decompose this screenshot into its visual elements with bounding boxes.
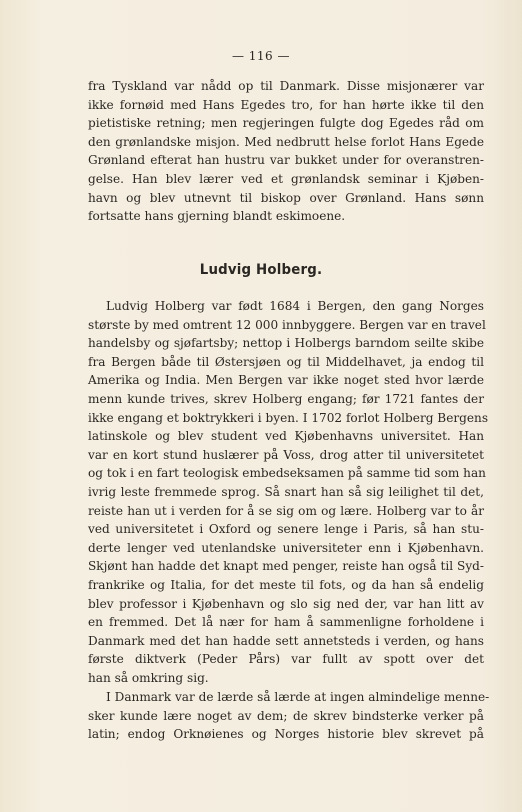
- text-line: derte lenger ved utenlandske universiteter enn i Kjøbenhavn.: [88, 540, 484, 555]
- text-line: blev professor i Kjøbenhavn og slo sig ned der, var han litt av: [88, 596, 484, 611]
- text-line: var en kort stund huslærer på Voss, drog atter til universitetet: [88, 447, 484, 462]
- text-line: Amerika og India. Men Bergen var ikke noget sted hvor lærde: [88, 373, 484, 388]
- text-line: ivrig leste fremmede sprog. Så snart han så sig leilighet til det,: [88, 484, 484, 499]
- text-line: Grønland efterat han hustru var bukket under for overanstren-: [88, 153, 484, 168]
- text-line: reiste han ut i verden for å se sig om og lære. Holberg var to år: [88, 503, 484, 518]
- text-line: frankrike og Italia, for det meste til fots, og da han så endelig: [88, 577, 484, 592]
- section-heading: Ludvig Holberg.: [199, 262, 323, 278]
- paragraph-lerde: [88, 688, 490, 744]
- text-line: den grønlandske misjon. Med nedbrutt helse forlot Hans Egede: [88, 134, 484, 149]
- text-line: fra Tyskland var nådd op til Danmark. Disse misjonærer var: [88, 79, 484, 93]
- text-line: pietistiske retning; men regjeringen fulgte dog Egedes råd om: [88, 116, 484, 131]
- text-line: menn kunde trives, skrev Holberg engang; før 1721 fantes der: [88, 391, 484, 406]
- text-line: Danmark med det han hadde sett annetsteds i verden, og hans: [88, 633, 484, 648]
- text-line: fra Bergen både til Østersjøen og til Middelhavet, ja endog til: [88, 354, 484, 369]
- text-line: ikke engang et boktrykkeri i byen. I 1702 forlot Holberg Bergens: [88, 410, 489, 425]
- text-line: største by med omtrent 12 000 innbyggere. Bergen var en travel: [88, 317, 486, 332]
- paragraph-hans-egede: [88, 77, 484, 226]
- text-line: sker kunde lære noget av dem; de skrev bindsterke verker på: [88, 708, 484, 723]
- text-line: han så omkring sig.: [88, 670, 209, 685]
- text-line: I Danmark var de lærde så lærde at ingen almindelige menne-: [106, 690, 490, 704]
- text-line: handelsby og sjøfartsby; nettop i Holbergs barndom seilte skibe: [88, 336, 484, 351]
- text-line: en fremmed. Det lå nær for ham å sammenligne forholdene i: [88, 615, 484, 630]
- page-number: — 116 —: [231, 49, 291, 63]
- text-line: ved universitetet i Oxford og senere lenge i Paris, så han stu-: [88, 522, 484, 537]
- text-line: ikke fornøid med Hans Egedes tro, for han hørte ikke til den: [88, 97, 484, 112]
- text-line: Skjønt han hadde det knapt med penger, reiste han også til Syd-: [88, 559, 484, 574]
- text-line: og tok i en fart teologisk embedseksamen på samme tid som han: [88, 466, 486, 481]
- text-line: første diktverk (Peder Pårs) var fullt av spott over det: [88, 652, 484, 667]
- text-line: Ludvig Holberg var født 1684 i Bergen, den gang Norges: [106, 299, 484, 313]
- text-line: fortsatte hans gjerning blandt eskimoene.: [88, 209, 346, 224]
- text-line: gelse. Han blev lærer ved et grønlandsk seminar i Kjøben-: [88, 171, 484, 186]
- text-line: latin; endog Orknøienes og Norges historie blev skrevet på: [88, 727, 484, 742]
- paragraph-holberg-bio: [88, 297, 489, 687]
- text-line: havn og blev utnevnt til biskop over Grønland. Hans sønn: [88, 190, 484, 205]
- text-line: latinskole og blev student ved Kjøbenhavns universitet. Han: [88, 429, 484, 444]
